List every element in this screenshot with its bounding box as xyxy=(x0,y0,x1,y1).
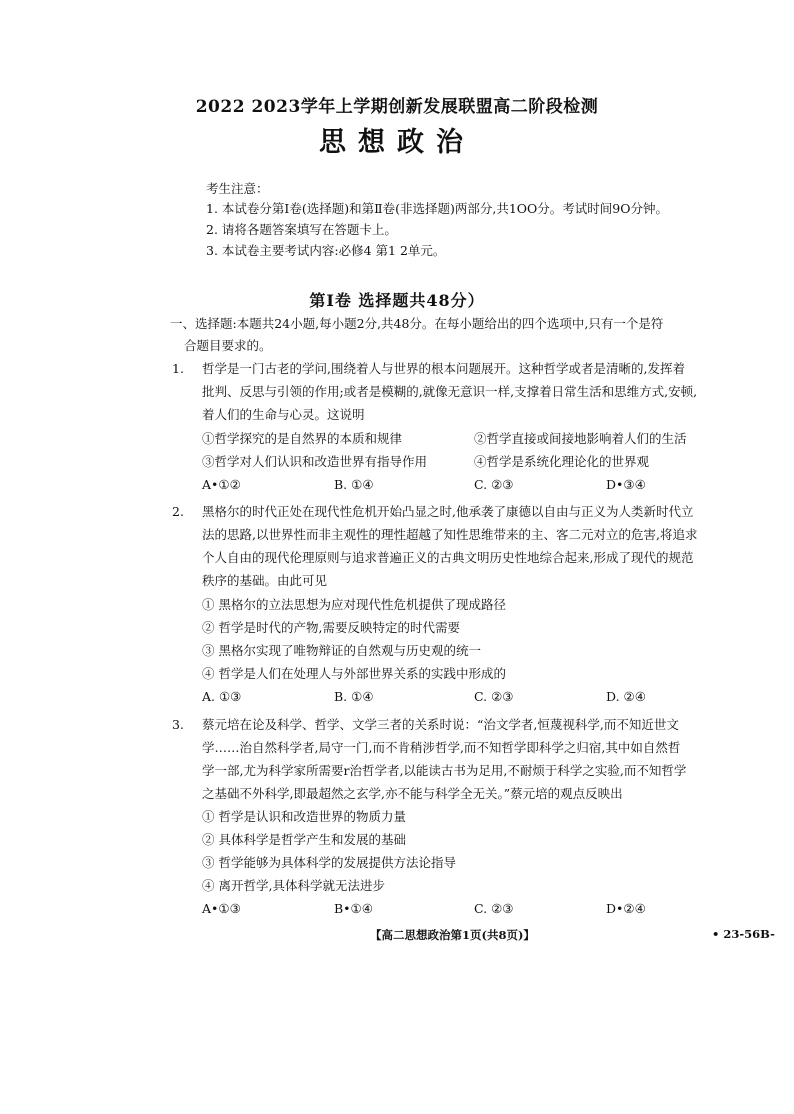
question-option: ③ 黑格尔实现了唯物辩证的自然观与历史观的统一 xyxy=(202,643,481,658)
question-stem-line: 着人们的生命与心灵。这说明 xyxy=(202,407,365,422)
question-stem-line: 秩序的基础。由此可见 xyxy=(202,573,328,588)
exam-title: 2022 2023学年上学期创新发展联盟高二阶段检测 xyxy=(195,97,599,117)
question-stem-line: 法的思路,以世界性而非主观性的理性超越了知性思维带来的主、客二元对立的危害,将追求 xyxy=(202,527,698,542)
page-footer-code: • 23-56B- xyxy=(712,927,775,941)
question-option: ② 具体科学是哲学产生和发展的基础 xyxy=(202,832,406,847)
question-number: 2. xyxy=(172,504,184,519)
question-option: ④ 离开哲学,具体科学就无法进步 xyxy=(202,878,385,893)
section-instruction: 合题目要求的。 xyxy=(184,338,272,353)
notice-item: 1. 本试卷分第Ⅰ卷(选择题)和第Ⅱ卷(非选择题)两部分,共1OO分。考试时间9O分钟。 xyxy=(206,201,668,216)
answer-choice: D•③④ xyxy=(606,477,646,492)
question-stem-line: 黑格尔的时代正处在现代性危机开始凸显之时,他承袭了康德以自由与正义为人类新时代立 xyxy=(202,504,694,519)
question-stem-line: 之基础不外科学,即最超然之玄学,亦不能与科学全无关。”蔡元培的观点反映出 xyxy=(202,786,623,801)
question-number: 1. xyxy=(172,361,184,376)
answer-choice: A•①③ xyxy=(202,901,241,916)
question-option: ④ 哲学是人们在处理人与外部世界关系的实践中形成的 xyxy=(202,666,506,681)
question-option: ③哲学对人们认识和改造世界有指导作用 xyxy=(202,454,428,469)
answer-choice: C. ②③ xyxy=(474,901,514,916)
notice-heading: 考生注意： xyxy=(206,181,269,196)
answer-choice: D•②④ xyxy=(606,901,646,916)
subject-title: 思想政治 xyxy=(319,127,475,158)
notice-item: 3. 本试卷主要考试内容:必修4 第1 2单元。 xyxy=(206,243,446,258)
question-option: ① 黑格尔的立法思想为应对现代性危机提供了现成路径 xyxy=(202,597,506,612)
answer-choice: B. ①④ xyxy=(334,689,374,704)
question-stem-line: 哲学是一门古老的学问,围绕着人与世界的根本问题展开。这种哲学或者是清晰的,发挥着 xyxy=(202,361,685,376)
question-option: ② 哲学是时代的产物,需要反映特定的时代需要 xyxy=(202,620,460,635)
question-stem-line: 批判、反思与引领的作用;或者是模糊的,就像无意识一样,支撑着日常生活和思维方式,安顿, xyxy=(202,384,698,399)
question-option: ②哲学直接或间接地影响着人们的生活 xyxy=(474,431,687,446)
question-stem-line: 个人自由的现代伦理原则与追求普遍正义的古典文明历史性地综合起来,形成了现代的规范 xyxy=(202,550,694,565)
question-stem-line: 学……治自然科学者,局守一门,而不肯稍涉哲学,而不知哲学即科学之归宿,其中如自然哲 xyxy=(202,740,681,755)
question-option: ①哲学探究的是自然界的本质和规律 xyxy=(202,431,403,446)
answer-choice: A•①② xyxy=(202,477,241,492)
page-footer-label: 【高二思想政治第1页(共8页)】 xyxy=(370,928,535,942)
question-option: ③ 哲学能够为具体科学的发展提供方法论指导 xyxy=(202,855,456,870)
answer-choice: A. ①③ xyxy=(202,689,242,704)
question-option: ① 哲学是认识和改造世界的物质力量 xyxy=(202,809,406,824)
notice-item: 2. 请将各题答案填写在答题卡上。 xyxy=(206,222,397,237)
question-stem-line: 蔡元培在论及科学、哲学、文学三者的关系时说：“治文学者,恒蔑视科学,而不知近世文 xyxy=(202,717,679,732)
answer-choice: B•①④ xyxy=(334,901,373,916)
section-heading: 第Ⅰ卷 选择题共48分） xyxy=(309,291,485,310)
section-instruction: 一、选择题:本题共24小题,每小题2分,共48分。在每小题给出的四个选项中,只有一个是符 xyxy=(170,316,664,331)
answer-choice: C. ②③ xyxy=(474,689,514,704)
question-stem-line: 学一部,尤为科学家所需要r治哲学者,以能读古书为足用,不耐烦于科学之实验,而不知哲学 xyxy=(202,763,687,778)
answer-choice: C. ②③ xyxy=(474,477,514,492)
answer-choice: B. ①④ xyxy=(334,477,374,492)
question-option: ④哲学是系统化理论化的世界观 xyxy=(474,454,650,469)
answer-choice: D. ②④ xyxy=(606,689,646,704)
question-number: 3. xyxy=(172,717,184,732)
